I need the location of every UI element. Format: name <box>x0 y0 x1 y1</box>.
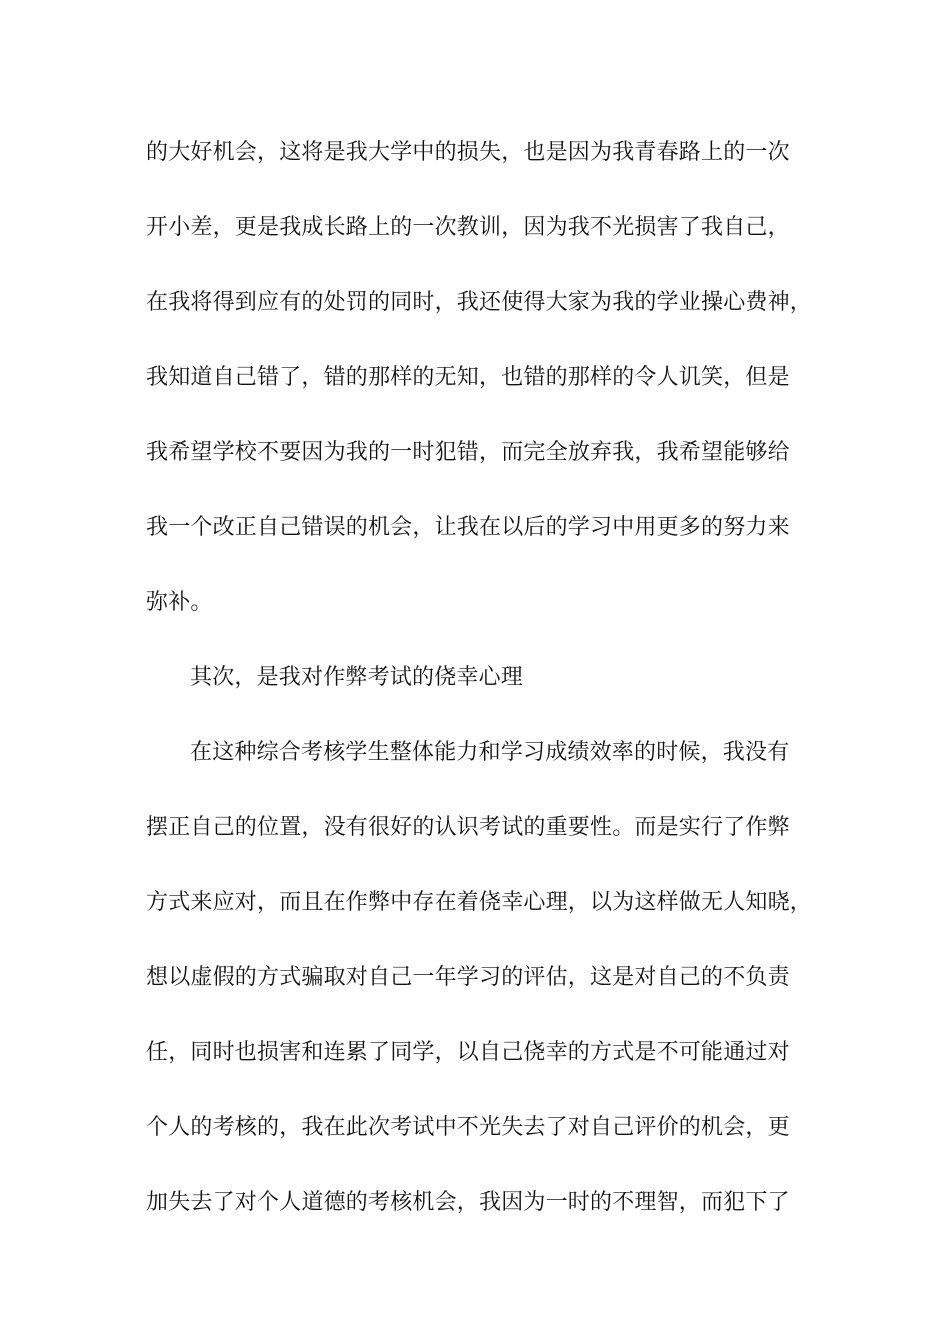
text-line: 任，同时也损害和连累了同学，以自己侥幸的方式是不可能通过对 <box>146 1040 790 1065</box>
text-line: 在我将得到应有的处罚的同时，我还使得大家为我的学业操心费神， <box>146 290 813 315</box>
text-line: 想以虚假的方式骗取对自己一年学习的评估，这是对自己的不负责 <box>146 965 790 990</box>
text-line: 方式来应对，而且在作弊中存在着侥幸心理，以为这样做无人知晓， <box>146 890 813 915</box>
section-heading: 其次，是我对作弊考试的侥幸心理 <box>190 665 524 690</box>
text-line: 我希望学校不要因为我的一时犯错，而完全放弃我，我希望能够给 <box>146 440 790 465</box>
text-line: 摆正自己的位置，没有很好的认识考试的重要性。而是实行了作弊 <box>146 815 790 840</box>
text-line: 在这种综合考核学生整体能力和学习成绩效率的时候，我没有 <box>190 740 790 765</box>
text-line: 开小差，更是我成长路上的一次教训，因为我不光损害了我自己， <box>146 215 790 240</box>
text-line: 的大好机会，这将是我大学中的损失，也是因为我青春路上的一次 <box>146 140 790 165</box>
text-line: 弥补。 <box>146 590 213 615</box>
text-line: 我一个改正自己错误的机会，让我在以后的学习中用更多的努力来 <box>146 515 790 540</box>
body-text <box>146 131 846 1256</box>
text-line: 个人的考核的，我在此次考试中不光失去了对自己评价的机会，更 <box>146 1115 790 1140</box>
text-line: 加失去了对个人道德的考核机会，我因为一时的不理智，而犯下了 <box>146 1190 790 1215</box>
text-line: 我知道自己错了，错的那样的无知，也错的那样的令人讥笑，但是 <box>146 365 790 390</box>
